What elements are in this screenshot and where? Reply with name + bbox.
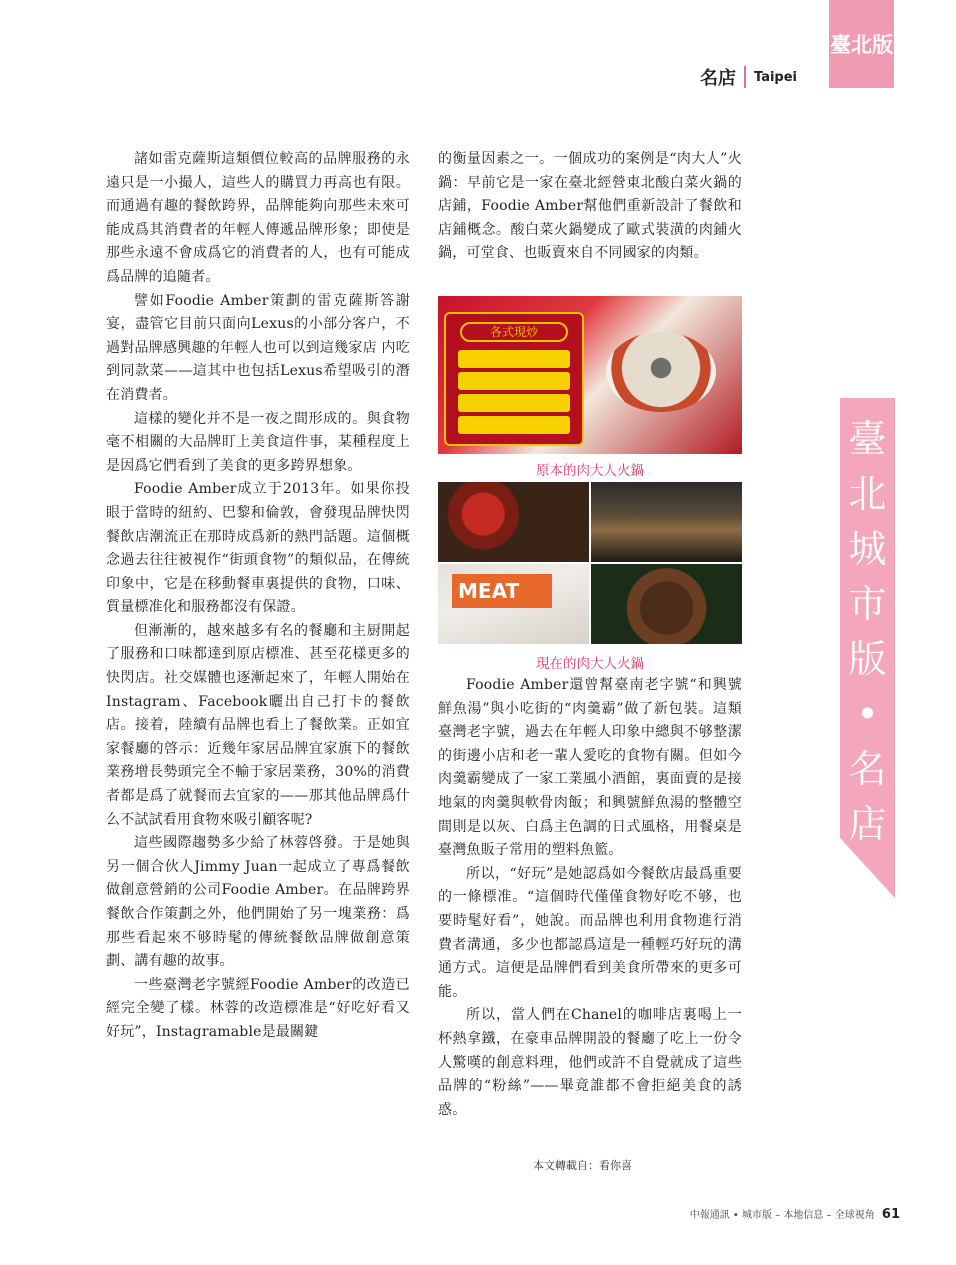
side-char: 臺 <box>848 417 887 461</box>
side-char: 北 <box>848 472 887 516</box>
page-footer <box>660 1206 900 1222</box>
side-char: 城 <box>848 527 887 571</box>
menu-board-header: 各式現炒 <box>460 322 568 342</box>
article-left-column <box>106 148 410 1045</box>
paragraph: 的衡量因素之一。一個成功的案例是“肉大人”火鍋：早前它是一家在臺北經營東北酸白菜火鍋的店鋪，Foodie Amber幫他們重新設計了餐飲和店鋪概念。酸白菜火鍋變成了歐式裝潢的肉鋪火鍋，可堂食、也販賣來自不同國家的肉類。 <box>438 151 742 262</box>
paragraph: 這些國際趨勢多少給了林蓉啓發。于是她與另一個合伙人Jimmy Juan一起成立了專爲餐飲做創意營銷的公司Foodie Amber。在品牌跨界餐飲合作策劃之外，他們開始了另一塊業務：爲那些看起來不够時髦的傳統餐飲品牌做創意策劃、講有趣的故事。 <box>106 835 410 970</box>
side-char: 店 <box>848 802 887 846</box>
photo-original-hotpot <box>438 296 742 454</box>
menu-board <box>444 312 584 446</box>
side-char: 名 <box>848 747 887 791</box>
side-banner-text <box>840 412 895 852</box>
side-char: 市 <box>848 582 887 626</box>
header-divider <box>744 66 746 88</box>
paragraph: 所以，“好玩”是她認爲如今餐飲店最爲重要的一條標准。“這個時代僅僅食物好吃不够，也要時髦好看”，她說。而品牌也利用食物進行消費者溝通，多少也都認爲這是一種輕巧好玩的溝通方式。這便是品牌們看到美食所帶來的更多可能。 <box>438 865 742 1000</box>
source-credit: 本文轉載自：看你喜 <box>533 1159 632 1172</box>
photo-meat-platter <box>438 482 589 562</box>
meat-label: MEAT <box>452 574 552 608</box>
page-header <box>700 62 826 92</box>
paragraph: 一些臺灣老字號經Foodie Amber的改造已經完全變了樣。林蓉的改造標准是“好吃好看又好玩”，Instagramable是最關鍵 <box>106 976 410 1040</box>
page-number: 61 <box>881 1207 900 1222</box>
paragraph: 所以，當人們在Chanel的咖啡店裏喝上一杯熱拿鐵，在豪車品牌開設的餐廳了吃上一份令人驚嘆的創意料理，他們或許不自覺就成了這些品牌的“粉絲”——畢竟誰都不會拒絕美食的誘惑。 <box>438 1007 742 1118</box>
paragraph: Foodie Amber成立于2013年。如果你投眼于當時的紐約、巴黎和倫敦，會發現品牌快閃餐飲店潮流正在那時成爲新的熱門話題。這個概念過去往往被視作“街頭食物”的類似品，在傳統印象中，它是在移動餐車裏提供的食物，口味、質量標准化和服務都沒有保證。 <box>106 481 410 616</box>
photo-grid-current-hotpot <box>438 482 742 644</box>
photo-meat-packaging <box>438 564 589 644</box>
photo-caption: 現在的肉大人火鍋 <box>536 656 644 672</box>
footer-text: 中報通訊 • 城市版 – 本地信息 – 全球視角 <box>689 1210 875 1221</box>
article-right-column-top <box>438 148 742 266</box>
city-label: Taipei <box>754 69 797 85</box>
section-title: 名店 <box>700 68 736 89</box>
paragraph: 諸如雷克薩斯這類價位較高的品牌服務的永遠只是一小撮人，這些人的購買力再高也有限。而通過有趣的餐飲跨界，品牌能夠向那些未來可能成爲其消費者的年輕人傳遞品牌形象；即使是那些永遠不會成爲它的消費者的人，也有可能成爲品牌的追隨者。 <box>106 151 410 285</box>
side-char: • <box>856 692 879 736</box>
photo-caption: 原本的肉大人火鍋 <box>536 463 644 479</box>
photo-restaurant-interior <box>591 482 742 562</box>
paragraph: 這樣的變化并不是一夜之間形成的。與食物毫不相關的大品牌盯上美食這件事，某種程度上是因爲它們看到了美食的更多跨界想象。 <box>106 410 410 474</box>
hotpot-image <box>606 332 716 412</box>
article-right-column-bottom <box>438 674 742 1122</box>
photo-hotpot-dish <box>591 564 742 644</box>
paragraph: 譬如Foodie Amber策劃的雷克薩斯答謝宴，盡管它目前只面向Lexus的小部分客户，不過對品牌感興趣的年輕人也可以到這幾家店 内吃到同款菜——這其中也包括Lexus希望吸引的潛在消費者。 <box>106 292 410 403</box>
paragraph: Foodie Amber還曾幫臺南老字號“和興號鮮魚湯”與小吃街的“肉羹霸”做了新包裝。這類臺灣老字號，過去在年輕人印象中總與不够整潔的街邊小店和老一輩人愛吃的食物有關。但如今肉羹霸變成了一家工業風小酒館，裏面賣的是接地氣的肉羹與軟骨肉飯；和興號鮮魚湯的整體空間則是以灰、白爲主色調的日式風格，用餐桌是臺灣魚販子常用的塑料魚籃。 <box>438 677 742 859</box>
edition-tab: 臺北版 <box>829 0 894 88</box>
paragraph: 但漸漸的，越來越多有名的餐廳和主厨開起了服務和口味都達到原店標准、甚至花樣更多的快閃店。社交媒體也逐漸起來了，年輕人開始在Instagram、Facebook曬出自己打卡的餐飲店。接着，陸續有品牌也看上了餐飲業。正如宜家餐廳的啓示：近幾年家居品牌宜家旗下的餐飲業務增長勢頭完全不輸于家居業務，30%的消費者都是爲了就餐而去宜家的——那其他品牌爲什么不試試看用食物來吸引顧客呢? <box>106 622 410 828</box>
side-char: 版 <box>848 637 887 681</box>
